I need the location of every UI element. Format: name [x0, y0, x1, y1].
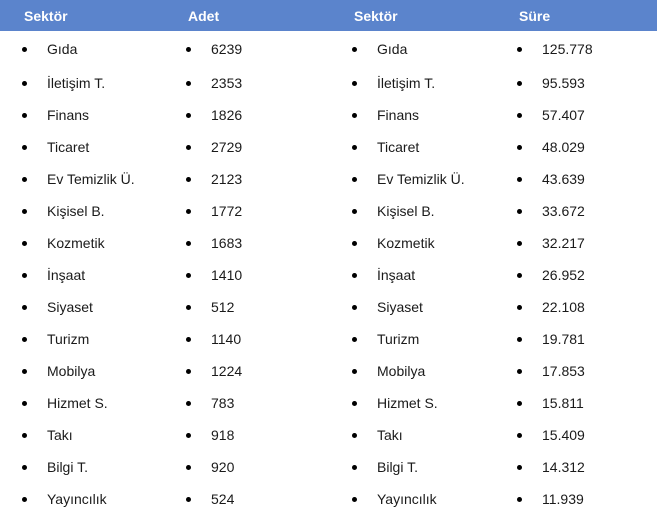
table-cell [0, 99, 164, 131]
bullet-icon [517, 209, 522, 214]
sector-name: Gıda [47, 41, 78, 57]
bullet-icon [22, 401, 27, 406]
sector-name: Kişisel B. [377, 203, 435, 219]
bullet-icon [22, 81, 27, 86]
sector-name: Mobilya [47, 363, 96, 379]
sector-name: Takı [377, 427, 403, 443]
sector-name: Turizm [47, 331, 90, 347]
duration-value: 11.939 [542, 491, 584, 507]
bullet-icon [352, 433, 357, 438]
bullet-icon [352, 47, 357, 52]
table-cell [330, 99, 495, 131]
bullet-icon [22, 113, 27, 118]
sector-name: Bilgi T. [47, 459, 88, 475]
duration-value: 17.853 [542, 363, 585, 379]
bullet-icon [352, 113, 357, 118]
duration-value: 33.672 [542, 203, 585, 219]
table-cell [0, 291, 164, 323]
table-cell [330, 419, 495, 451]
bullet-icon [186, 241, 191, 246]
bullet-icon [186, 113, 191, 118]
table-cell [495, 259, 657, 291]
table-cell [164, 451, 330, 483]
sector-name: Turizm [377, 331, 420, 347]
table-cell [495, 387, 657, 419]
sector-name: Ticaret [47, 139, 90, 155]
sector-name: Gıda [377, 41, 408, 57]
table-cell [0, 131, 164, 163]
table-cell [330, 227, 495, 259]
bullet-icon [186, 145, 191, 150]
bullet-icon [517, 401, 522, 406]
sector-name: Finans [377, 107, 420, 123]
duration-value: 26.952 [542, 267, 585, 283]
duration-value: 19.781 [542, 331, 585, 347]
sector-name: Ev Temizlik Ü. [377, 171, 465, 187]
bullet-icon [517, 497, 522, 502]
table-cell [330, 451, 495, 483]
header-sector-duration: Sektör [354, 7, 398, 24]
table-cell [0, 31, 164, 67]
table-cell [0, 323, 164, 355]
bullet-icon [517, 81, 522, 86]
table-row [0, 99, 657, 131]
count-value: 1224 [211, 363, 243, 379]
bullet-icon [186, 465, 191, 470]
bullet-icon [22, 273, 27, 278]
bullet-icon [517, 337, 522, 342]
bullet-icon [22, 209, 27, 214]
duration-value: 14.312 [542, 459, 585, 475]
table-row [0, 195, 657, 227]
bullet-icon [352, 465, 357, 470]
table-cell [330, 323, 495, 355]
bullet-icon [517, 273, 522, 278]
count-value: 918 [211, 427, 235, 443]
bullet-icon [517, 465, 522, 470]
bullet-icon [517, 47, 522, 52]
bullet-icon [22, 433, 27, 438]
bullet-icon [186, 177, 191, 182]
sector-name: İnşaat [377, 267, 416, 283]
sector-name: Bilgi T. [377, 459, 418, 475]
bullet-icon [517, 241, 522, 246]
table-cell [330, 131, 495, 163]
table-cell [164, 99, 330, 131]
bullet-icon [186, 81, 191, 86]
count-value: 1410 [211, 267, 243, 283]
bullet-icon [352, 145, 357, 150]
table-row [0, 131, 657, 163]
sector-name: Kozmetik [377, 235, 435, 251]
count-value: 783 [211, 395, 235, 411]
sector-name: Ticaret [377, 139, 420, 155]
table-body [0, 31, 657, 515]
table-row [0, 31, 657, 67]
table-cell [164, 419, 330, 451]
table-cell [0, 195, 164, 227]
table-cell [0, 163, 164, 195]
table-cell [495, 31, 657, 67]
table-cell [495, 67, 657, 99]
table-cell [164, 323, 330, 355]
bullet-icon [517, 145, 522, 150]
bullet-icon [186, 401, 191, 406]
table-cell [330, 195, 495, 227]
duration-value: 15.409 [542, 427, 585, 443]
table-row [0, 227, 657, 259]
bullet-icon [186, 337, 191, 342]
table-cell [0, 451, 164, 483]
sector-name: Yayıncılık [47, 491, 107, 507]
table-cell [330, 31, 495, 67]
duration-value: 48.029 [542, 139, 585, 155]
count-value: 524 [211, 491, 235, 507]
count-value: 1683 [211, 235, 243, 251]
bullet-icon [352, 305, 357, 310]
count-value: 6239 [211, 41, 243, 57]
table-cell [164, 163, 330, 195]
table-cell [495, 483, 657, 515]
table-row [0, 67, 657, 99]
bullet-icon [352, 401, 357, 406]
bullet-icon [22, 241, 27, 246]
table-cell [164, 31, 330, 67]
table-cell [330, 355, 495, 387]
bullet-icon [352, 81, 357, 86]
bullet-icon [22, 305, 27, 310]
table-cell [330, 67, 495, 99]
bullet-icon [22, 177, 27, 182]
header-duration: Süre [519, 7, 551, 24]
table-cell [495, 323, 657, 355]
table-row [0, 355, 657, 387]
table-cell [330, 387, 495, 419]
bullet-icon [186, 47, 191, 52]
bullet-icon [352, 497, 357, 502]
table-cell [495, 131, 657, 163]
duration-value: 95.593 [542, 75, 585, 91]
table-cell [495, 99, 657, 131]
table-row [0, 291, 657, 323]
count-value: 920 [211, 459, 235, 475]
table-cell [164, 259, 330, 291]
count-value: 2353 [211, 75, 243, 91]
table-cell [164, 483, 330, 515]
table-cell [330, 291, 495, 323]
duration-value: 57.407 [542, 107, 585, 123]
table-cell [330, 483, 495, 515]
bullet-icon [517, 113, 522, 118]
table-cell [495, 451, 657, 483]
sector-name: İletişim T. [377, 75, 436, 91]
count-value: 1772 [211, 203, 243, 219]
sector-name: Yayıncılık [377, 491, 437, 507]
table-cell [0, 67, 164, 99]
sector-name: Finans [47, 107, 90, 123]
sector-name: Mobilya [377, 363, 426, 379]
duration-value: 22.108 [542, 299, 585, 315]
sector-name: Kişisel B. [47, 203, 105, 219]
bullet-icon [352, 337, 357, 342]
table-cell [164, 387, 330, 419]
bullet-icon [186, 433, 191, 438]
count-value: 2729 [211, 139, 243, 155]
bullet-icon [22, 369, 27, 374]
sector-name: İnşaat [47, 267, 86, 283]
bullet-icon [22, 465, 27, 470]
table-cell [495, 227, 657, 259]
header-sector-count: Sektör [24, 7, 68, 24]
sector-name: Ev Temizlik Ü. [47, 171, 135, 187]
table-row [0, 323, 657, 355]
bullet-icon [517, 369, 522, 374]
bullet-icon [22, 145, 27, 150]
table-row [0, 451, 657, 483]
sector-name: İletişim T. [47, 75, 106, 91]
sector-name: Hizmet S. [47, 395, 108, 411]
table-row [0, 259, 657, 291]
table-cell [495, 291, 657, 323]
table-row [0, 387, 657, 419]
table-cell [330, 259, 495, 291]
bullet-icon [186, 497, 191, 502]
table-cell [495, 355, 657, 387]
bullet-icon [22, 497, 27, 502]
bullet-icon [22, 337, 27, 342]
bullet-icon [186, 273, 191, 278]
duration-value: 43.639 [542, 171, 585, 187]
header-row [0, 0, 657, 31]
header-count: Adet [188, 7, 220, 24]
count-value: 1826 [211, 107, 243, 123]
table-cell [164, 291, 330, 323]
table-cell [330, 163, 495, 195]
bullet-icon [517, 433, 522, 438]
bullet-icon [352, 241, 357, 246]
table-cell [0, 483, 164, 515]
table-cell [0, 355, 164, 387]
table-cell [164, 131, 330, 163]
bullet-icon [352, 209, 357, 214]
table-cell [0, 387, 164, 419]
count-value: 1140 [211, 331, 242, 347]
bullet-icon [517, 305, 522, 310]
table-cell [0, 259, 164, 291]
table-cell [0, 227, 164, 259]
table-cell [164, 195, 330, 227]
bullet-icon [22, 47, 27, 52]
sector-name: Siyaset [47, 299, 93, 315]
table-cell [0, 419, 164, 451]
duration-value: 32.217 [542, 235, 585, 251]
table-cell [495, 419, 657, 451]
bullet-icon [352, 273, 357, 278]
table-cell [164, 355, 330, 387]
sector-name: Takı [47, 427, 73, 443]
bullet-icon [352, 369, 357, 374]
bullet-icon [352, 177, 357, 182]
bullet-icon [186, 209, 191, 214]
table-row [0, 419, 657, 451]
sector-name: Hizmet S. [377, 395, 438, 411]
table-cell [495, 195, 657, 227]
bullet-icon [517, 177, 522, 182]
duration-value: 125.778 [542, 41, 593, 57]
table-row [0, 483, 657, 515]
sector-name: Kozmetik [47, 235, 105, 251]
sector-name: Siyaset [377, 299, 423, 315]
count-value: 512 [211, 299, 235, 315]
duration-value: 15.811 [542, 395, 584, 411]
table-cell [164, 227, 330, 259]
table-cell [164, 67, 330, 99]
bullet-icon [186, 369, 191, 374]
bullet-icon [186, 305, 191, 310]
count-value: 2123 [211, 171, 243, 187]
table-cell [495, 163, 657, 195]
table-row [0, 163, 657, 195]
